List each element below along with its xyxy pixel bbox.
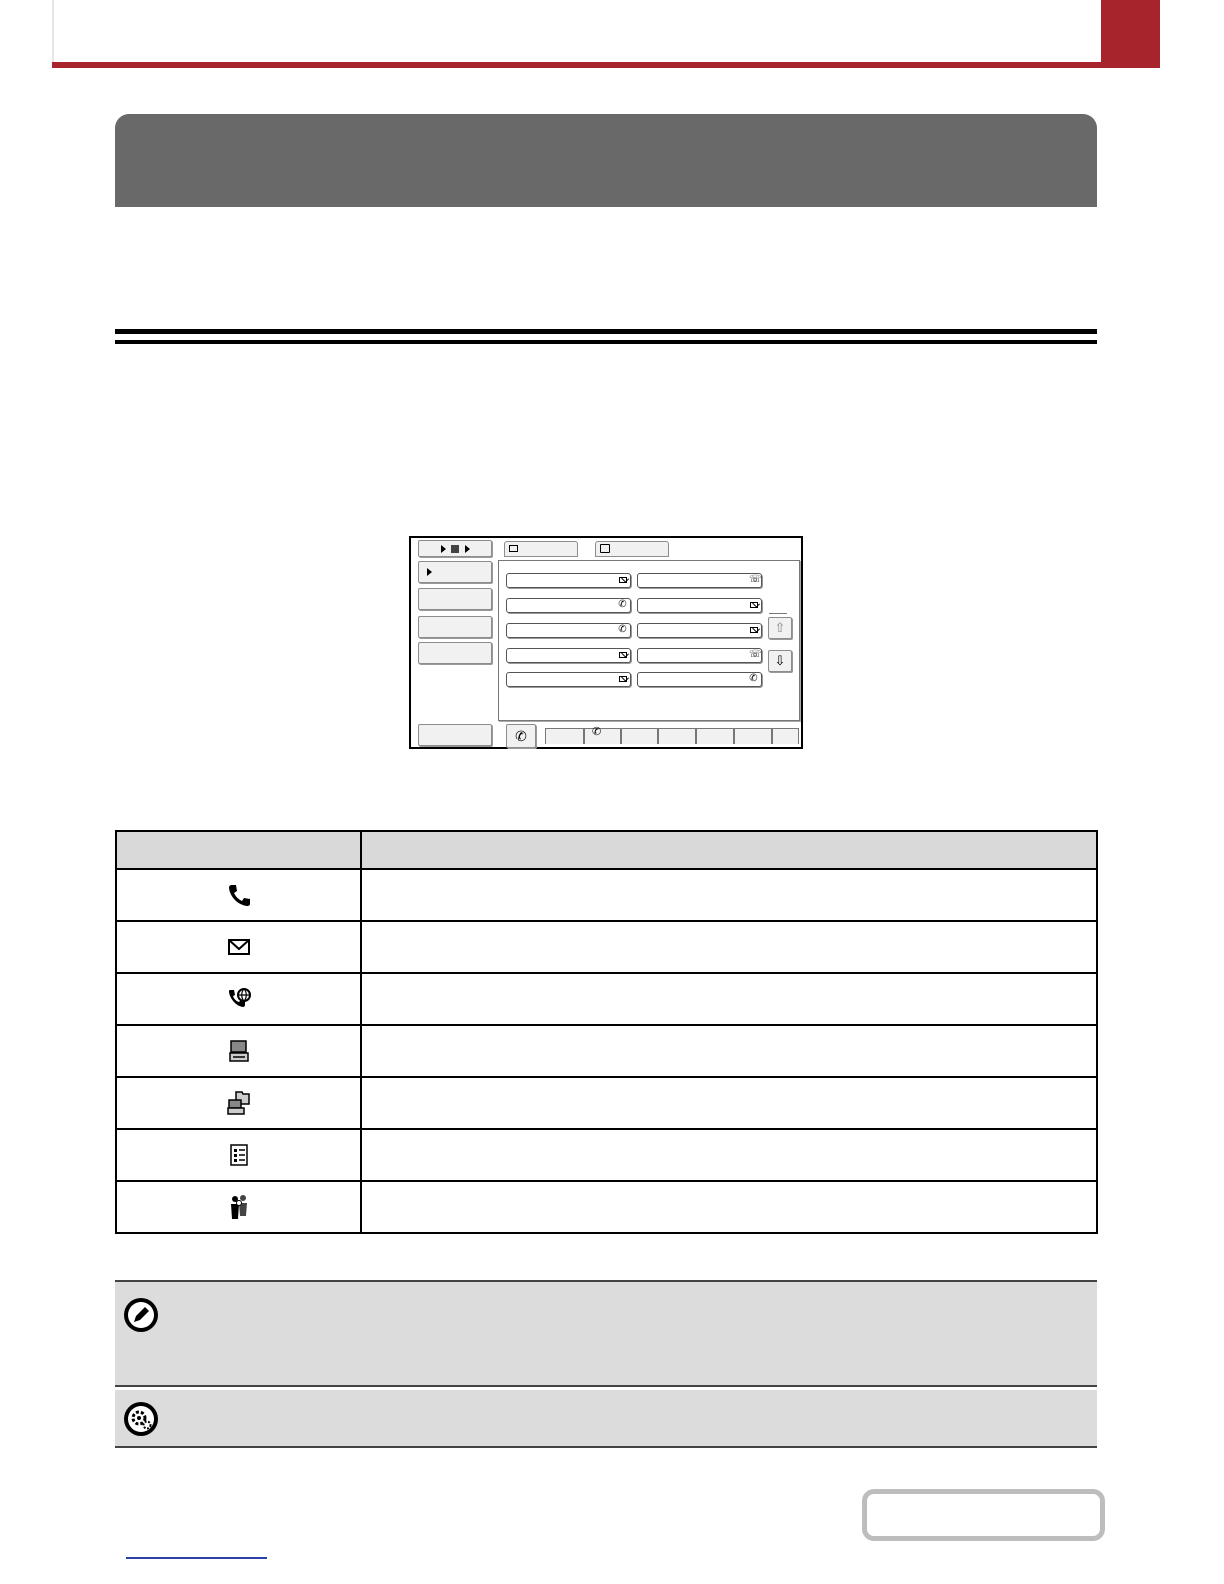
note-box bbox=[115, 1280, 1097, 1387]
gear-icon bbox=[124, 1402, 158, 1436]
address-book-screen-diagram bbox=[409, 536, 803, 749]
side-button-4[interactable] bbox=[418, 642, 492, 664]
scroll-down-button[interactable]: ⇩ bbox=[768, 650, 792, 672]
ftp-desktop-icon bbox=[226, 1038, 252, 1064]
index-tab[interactable] bbox=[696, 728, 734, 744]
folder-icon bbox=[600, 544, 610, 553]
index-tab[interactable] bbox=[658, 728, 696, 744]
table-row bbox=[116, 869, 1097, 921]
table-row bbox=[116, 1025, 1097, 1077]
table-icon-cell bbox=[116, 1181, 361, 1233]
table-icon-cell bbox=[116, 921, 361, 973]
sort-button[interactable] bbox=[418, 540, 492, 557]
address-key[interactable] bbox=[637, 598, 762, 613]
table-desc-cell bbox=[361, 1077, 1097, 1129]
chapter-tab bbox=[1101, 0, 1160, 68]
heading-rule-thick bbox=[115, 329, 1097, 334]
header-rule bbox=[52, 62, 1160, 68]
table-row bbox=[116, 1181, 1097, 1233]
index-tab[interactable] bbox=[734, 728, 772, 744]
contents-button[interactable] bbox=[862, 1489, 1105, 1541]
mail-icon bbox=[619, 652, 627, 658]
tab-address-type-folder[interactable] bbox=[595, 541, 669, 557]
scroll-up-button[interactable]: ⇧ bbox=[768, 617, 792, 639]
address-key[interactable] bbox=[506, 598, 631, 613]
page-separator bbox=[769, 613, 787, 614]
globe-phone-icon: ☏ bbox=[749, 574, 762, 585]
stop-icon bbox=[451, 545, 459, 553]
address-key[interactable] bbox=[506, 672, 631, 687]
table-desc-cell bbox=[361, 973, 1097, 1025]
phone-icon: ✆ bbox=[749, 673, 758, 684]
play-icon bbox=[465, 545, 470, 553]
pencil-icon bbox=[124, 1298, 158, 1332]
table-header-row bbox=[116, 831, 1097, 869]
address-list-panel bbox=[498, 560, 800, 721]
index-tab[interactable] bbox=[584, 728, 621, 744]
phone-icon bbox=[226, 882, 252, 908]
mail-icon bbox=[619, 676, 627, 682]
table-desc-cell bbox=[361, 1025, 1097, 1077]
side-button-3[interactable] bbox=[418, 616, 492, 638]
table-header-cell bbox=[361, 831, 1097, 869]
table-icon-cell bbox=[116, 1129, 361, 1181]
index-tab[interactable] bbox=[772, 728, 799, 744]
table-desc-cell bbox=[361, 921, 1097, 973]
phone-small-icon: ✆ bbox=[592, 726, 602, 738]
bottom-left-button[interactable] bbox=[418, 724, 492, 746]
index-tab[interactable] bbox=[621, 728, 658, 744]
footer-link[interactable] bbox=[126, 1557, 267, 1559]
table-header-cell bbox=[116, 831, 361, 869]
address-key[interactable] bbox=[506, 573, 631, 588]
play-icon bbox=[427, 568, 432, 576]
mail-icon bbox=[619, 577, 627, 583]
address-key[interactable] bbox=[506, 648, 631, 663]
table-row bbox=[116, 921, 1097, 973]
envelope-icon bbox=[226, 934, 252, 960]
address-key[interactable] bbox=[637, 623, 762, 638]
table-row bbox=[116, 1129, 1097, 1181]
tab-address-type-mail[interactable] bbox=[504, 541, 578, 557]
table-row bbox=[116, 1077, 1097, 1129]
table-row bbox=[116, 973, 1097, 1025]
group-people-icon bbox=[226, 1194, 252, 1220]
group-address-icon bbox=[226, 1142, 252, 1168]
icon-table bbox=[115, 830, 1098, 1234]
side-button-2[interactable] bbox=[418, 588, 492, 610]
mail-icon bbox=[750, 602, 758, 608]
table-desc-cell bbox=[361, 1181, 1097, 1233]
search-number-icon: ✆ bbox=[515, 728, 527, 744]
address-key[interactable] bbox=[637, 648, 762, 663]
phone-icon: ✆ bbox=[618, 624, 627, 635]
address-key[interactable] bbox=[637, 573, 762, 588]
table-desc-cell bbox=[361, 869, 1097, 921]
table-icon-cell bbox=[116, 1025, 361, 1077]
phone-icon: ✆ bbox=[618, 599, 627, 610]
mail-icon bbox=[509, 545, 518, 552]
address-key[interactable] bbox=[506, 623, 631, 638]
search-number-button[interactable] bbox=[506, 724, 536, 748]
page-header bbox=[52, 0, 1102, 62]
internet-fax-icon bbox=[226, 986, 252, 1012]
settings-box bbox=[115, 1390, 1097, 1448]
table-icon-cell bbox=[116, 869, 361, 921]
side-button-1[interactable] bbox=[418, 561, 492, 583]
play-icon bbox=[441, 545, 446, 553]
globe-phone-icon: ☏ bbox=[749, 649, 762, 660]
heading-rule-thin bbox=[115, 340, 1097, 344]
table-icon-cell bbox=[116, 973, 361, 1025]
mail-icon bbox=[750, 627, 758, 633]
index-tab[interactable] bbox=[545, 728, 584, 744]
section-banner bbox=[115, 114, 1097, 207]
table-icon-cell bbox=[116, 1077, 361, 1129]
network-folder-icon bbox=[226, 1090, 252, 1116]
table-desc-cell bbox=[361, 1129, 1097, 1181]
address-key[interactable] bbox=[637, 672, 762, 687]
